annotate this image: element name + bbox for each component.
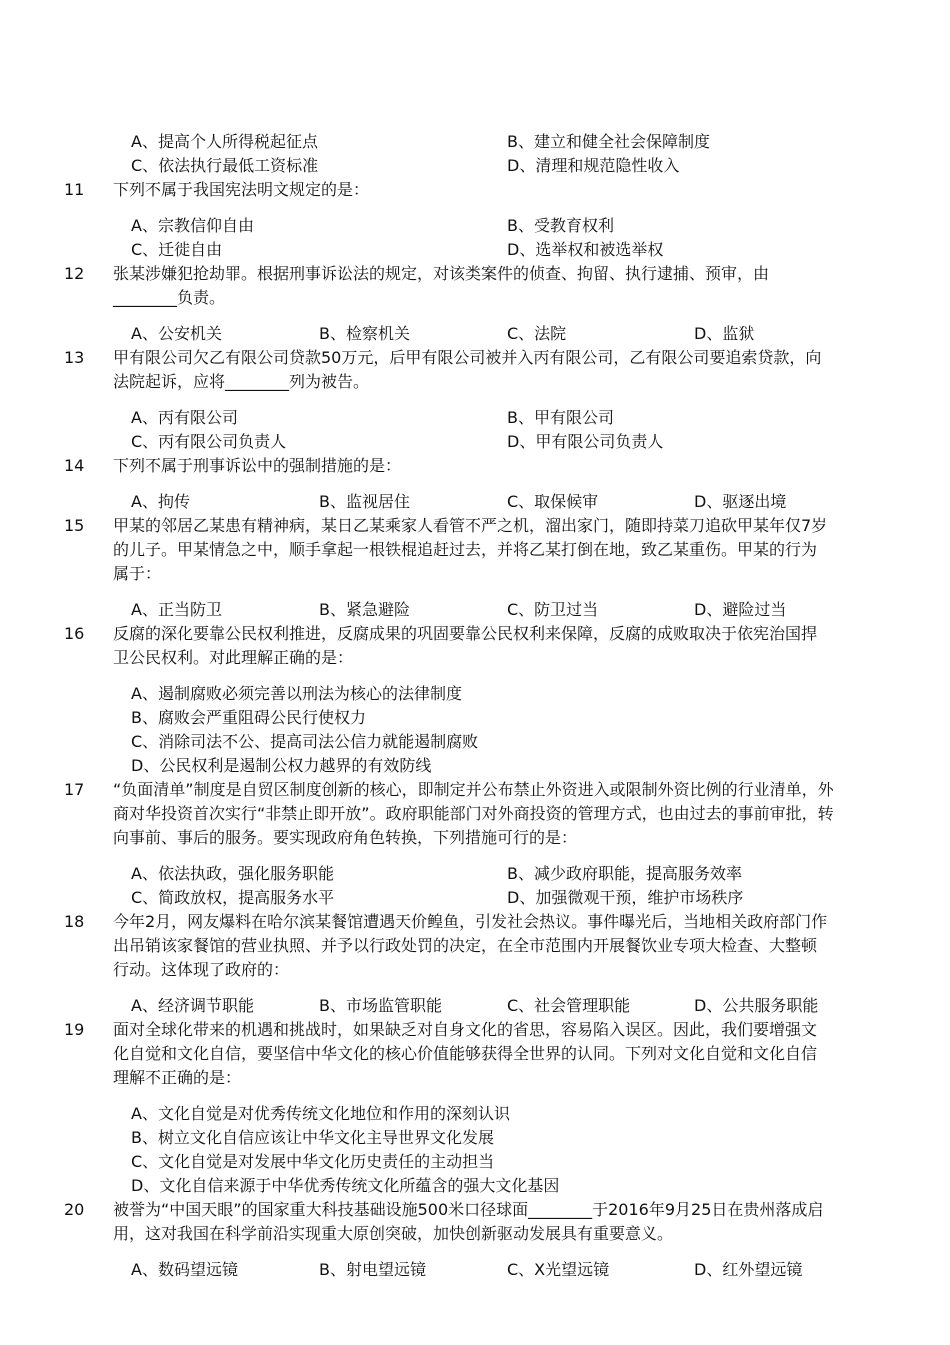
q10-option-d: D、清理和规范隐性收入 (507, 156, 680, 175)
q11-option-d: D、选举权和被选举权 (507, 240, 664, 259)
q20-stem-line-2: 用，这对我国在科学前沿实现重大原创突破，加快创新驱动发展具有重要意义。 (113, 1224, 674, 1243)
q20-option-b: B、射电望远镜 (319, 1260, 426, 1279)
q17-stem-line-2: 商对华投资首次实行“非禁止即开放”。政府职能部门对外商投资的管理方式，也由过去的事前审批，转 (113, 804, 834, 823)
q17-stem-line-3: 向事前、事后的服务。要实现政府角色转换，下列措施可行的是： (113, 828, 578, 847)
q20-stem-line-1: 被誉为“中国天眼”的国家重大科技基础设施500米口径球面________于2016年9月25日在贵州落成启 (113, 1200, 824, 1219)
q18-option-a: A、经济调节职能 (131, 996, 254, 1015)
q18-stem-line-2: 出吊销该家餐馆的营业执照、并予以行政处罚的决定，在全市范围内开展餐饮业专项大检查、大整顿 (113, 936, 818, 955)
q15-option-a: A、正当防卫 (131, 600, 222, 619)
q10-option-c: C、依法执行最低工资标准 (131, 156, 319, 175)
q13-stem-line-2: 法院起诉，应将________列为被告。 (113, 372, 370, 391)
q18-option-c: C、社会管理职能 (507, 996, 631, 1015)
q13-option-c: C、丙有限公司负责人 (131, 432, 287, 451)
q20-option-a: A、数码望远镜 (131, 1260, 238, 1279)
q11-number: 11 (64, 180, 85, 199)
q20-number: 20 (64, 1200, 85, 1219)
q19-stem-line-2: 化自觉和文化自信，要坚信中华文化的核心价值能够获得全世界的认同。下列对文化自觉和文化自信 (113, 1044, 818, 1063)
q17-option-a: A、依法执政，强化服务职能 (131, 864, 334, 883)
q19-stem-line-3: 理解不正确的是： (113, 1068, 242, 1087)
q17-stem-line-1: “负面清单”制度是自贸区制度创新的核心，即制定并公布禁止外资进入或限制外资比例的行业清单，外 (113, 780, 834, 799)
q19-option-a: A、文化自觉是对优秀传统文化地位和作用的深刻认识 (131, 1104, 510, 1123)
q20-option-d: D、红外望远镜 (694, 1260, 803, 1279)
q15-stem-line-3: 属于： (113, 564, 162, 583)
q16-option-a: A、遏制腐败必须完善以刑法为核心的法律制度 (131, 684, 462, 703)
q17-number: 17 (64, 780, 85, 799)
q16-stem-line-2: 卫公民权利。对此理解正确的是： (113, 648, 354, 667)
q18-number: 18 (64, 912, 85, 931)
q13-stem-line-1: 甲有限公司欠乙有限公司贷款50万元，后甲有限公司被并入丙有限公司，乙有限公司要追索贷款，向 (113, 348, 822, 367)
q15-option-d: D、避险过当 (694, 600, 787, 619)
q19-option-b: B、树立文化自信应该让中华文化主导世界文化发展 (131, 1128, 494, 1147)
q12-stem-line-1: 张某涉嫌犯抢劫罪。根据刑事诉讼法的规定，对该类案件的侦查、拘留、执行逮捕、预审，由 (113, 264, 770, 283)
q16-option-b: B、腐败会严重阻碍公民行使权力 (131, 708, 366, 727)
q12-stem-line-2: ________负责。 (113, 288, 226, 307)
q14-option-a: A、拘传 (131, 492, 190, 511)
q11-stem: 下列不属于我国宪法明文规定的是： (113, 180, 370, 199)
q13-option-b: B、甲有限公司 (507, 408, 614, 427)
q16-option-c: C、消除司法不公、提高司法公信力就能遏制腐败 (131, 732, 479, 751)
q19-stem-line-1: 面对全球化带来的机遇和挑战时，如果缺乏对自身文化的省思，容易陷入误区。因此，我们要增强文 (113, 1020, 818, 1039)
q12-option-b: B、检察机关 (319, 324, 410, 343)
q11-option-b: B、受教育权利 (507, 216, 614, 235)
q12-option-d: D、监狱 (694, 324, 755, 343)
q12-number: 12 (64, 264, 85, 283)
q16-stem-line-1: 反腐的深化要靠公民权利推进，反腐成果的巩固要靠公民权利来保障，反腐的成败取决于依宪治国捍 (113, 624, 818, 643)
q15-option-b: B、紧急避险 (319, 600, 410, 619)
q10-option-b: B、建立和健全社会保障制度 (507, 132, 710, 151)
q12-option-c: C、法院 (507, 324, 567, 343)
q19-number: 19 (64, 1020, 85, 1039)
q11-option-a: A、宗教信仰自由 (131, 216, 254, 235)
q17-option-b: B、减少政府职能，提高服务效率 (507, 864, 742, 883)
q11-option-c: C、迁徙自由 (131, 240, 223, 259)
q14-option-d: D、驱逐出境 (694, 492, 787, 511)
q15-stem-line-2: 的儿子。甲某情急之中，顺手拿起一根铁棍追赶过去，并将乙某打倒在地，致乙某重伤。甲某的行为 (113, 540, 818, 559)
q19-option-c: C、文化自觉是对发展中华文化历史责任的主动担当 (131, 1152, 495, 1171)
q16-number: 16 (64, 624, 85, 643)
q18-stem-line-3: 行动。这体现了政府的： (113, 960, 290, 979)
q15-number: 15 (64, 516, 85, 535)
q13-option-d: D、甲有限公司负责人 (507, 432, 664, 451)
q19-option-d: D、文化自信来源于中华优秀传统文化所蕴含的强大文化基因 (131, 1176, 560, 1195)
q18-option-d: D、公共服务职能 (694, 996, 819, 1015)
q14-number: 14 (64, 456, 85, 475)
q17-option-d: D、加强微观干预，维护市场秩序 (507, 888, 744, 907)
q12-option-a: A、公安机关 (131, 324, 222, 343)
q14-option-b: B、监视居住 (319, 492, 410, 511)
q14-option-c: C、取保候审 (507, 492, 599, 511)
q14-stem: 下列不属于刑事诉讼中的强制措施的是： (113, 456, 402, 475)
q17-option-c: C、简政放权，提高服务水平 (131, 888, 335, 907)
q16-option-d: D、公民权利是遏制公权力越界的有效防线 (131, 756, 432, 775)
q15-option-c: C、防卫过当 (507, 600, 599, 619)
q18-stem-line-1: 今年2月，网友爆料在哈尔滨某餐馆遭遇天价鳇鱼，引发社会热议。事件曝光后，当地相关政府部门作 (113, 912, 828, 931)
q13-number: 13 (64, 348, 85, 367)
q20-option-c: C、X光望远镜 (507, 1260, 610, 1279)
q10-option-a: A、提高个人所得税起征点 (131, 132, 318, 151)
q13-option-a: A、丙有限公司 (131, 408, 238, 427)
q18-option-b: B、市场监管职能 (319, 996, 442, 1015)
q15-stem-line-1: 甲某的邻居乙某患有精神病，某日乙某乘家人看管不严之机，溜出家门，随即持菜刀追砍甲某年仅7岁 (113, 516, 828, 535)
